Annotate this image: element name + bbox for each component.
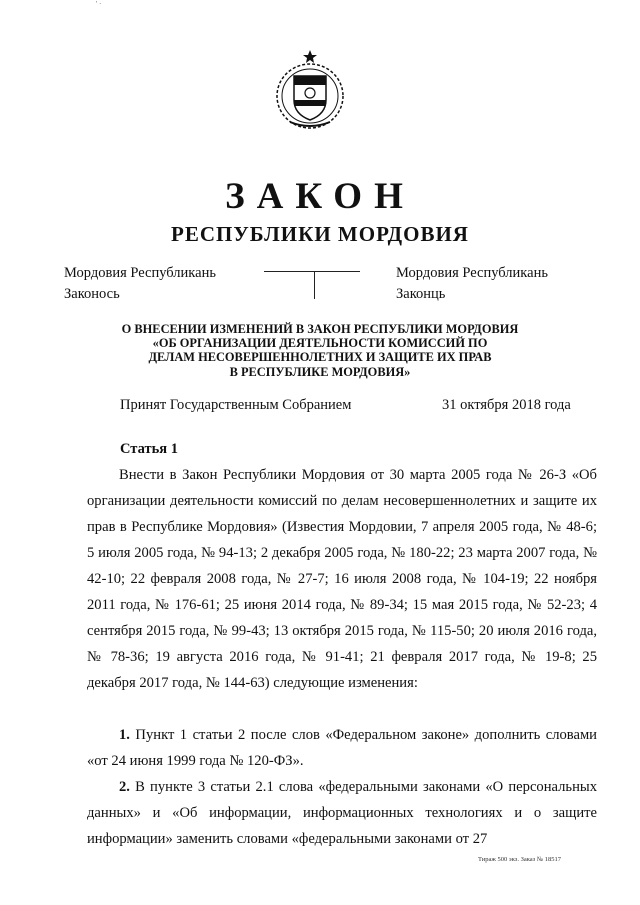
article-title: Статья 1 [120,441,178,457]
divider-vertical [314,271,315,299]
adopted-date: 31 октября 2018 года [442,397,571,413]
law-title: ЗАКОН [225,176,415,217]
law-heading [60,322,580,379]
item-text: В пункте 3 статьи 2.1 слова «федеральными законами «О персональных данных» и «Об информации, информационных технологиях и о защите информации» заменить словами «федеральными законами от 27 [87,779,597,847]
item-number: 1. [119,727,130,743]
heading-line4: В РЕСПУБЛИКЕ МОРДОВИЯ» [229,364,411,379]
scan-marks: ' · [96,0,102,8]
law-subtitle: РЕСПУБЛИКИ МОРДОВИЯ [171,222,469,246]
adopted-label: Принят Государственным Собранием [120,397,352,413]
erzya-right-line2: Законць [396,286,446,302]
print-info: Тираж 500 экз. Заказ № 18517 [478,856,561,863]
paragraph-amendment-intro: Внести в Закон Республики Мордовия от 30 марта 2005 года № 26-З «Об организации деятельности комиссий по делам несовершеннолетних и защите их прав в Республике Мордовия» (Известия Мордовии, 7 апреля 2005 года, № 48-6; 5 июля 2005 года, № 94-13; 2 декабря 2005 года, № 180-22; 23 марта 2007 года, № 42-10; 22 февраля 2008 года, № 27-7; 16 июля 2008 года, № 104-19; 22 ноября 2011 года, № 176-61; 25 июня 2014 года, № 89-34; 15 мая 2015 года, № 52-23; 4 сентября 2015 года, № 99-43; 13 октября 2015 года, № 115-50; 20 июля 2016 года, № 78-36; 19 августа 2016 года, № 91-41; 21 февраля 2017 года, № 19-8; 25 декабря 2017 года, № 144-63) следующие изменения: [87,467,597,691]
paragraph-item-1 [87,722,597,774]
moksha-left-line1: Мордовия Республикань [64,265,216,281]
heading-line3: ДЕЛАМ НЕСОВЕРШЕННОЛЕТНИХ И ЗАЩИТЕ ИХ ПРАВ [148,350,492,365]
erzya-right-line1: Мордовия Республикань [396,265,548,281]
divider-horizontal [264,271,360,272]
paragraph-item-2 [87,774,597,852]
erzya-title-right [396,263,548,305]
heading-line1: О ВНЕСЕНИИ ИЗМЕНЕНИЙ В ЗАКОН РЕСПУБЛИКИ МОРДОВИЯ [121,322,519,336]
moksha-title-left [64,263,216,305]
item-number: 2. [119,779,130,795]
item-text: Пункт 1 статьи 2 после слов «Федеральном законе» дополнить словами «от 24 июня 1999 года № 120-ФЗ». [87,727,597,769]
coat-of-arms-icon [272,48,348,134]
moksha-left-line2: Законось [64,286,120,302]
heading-line2: «ОБ ОРГАНИЗАЦИИ ДЕЯТЕЛЬНОСТИ КОМИССИЙ ПО [152,336,488,351]
